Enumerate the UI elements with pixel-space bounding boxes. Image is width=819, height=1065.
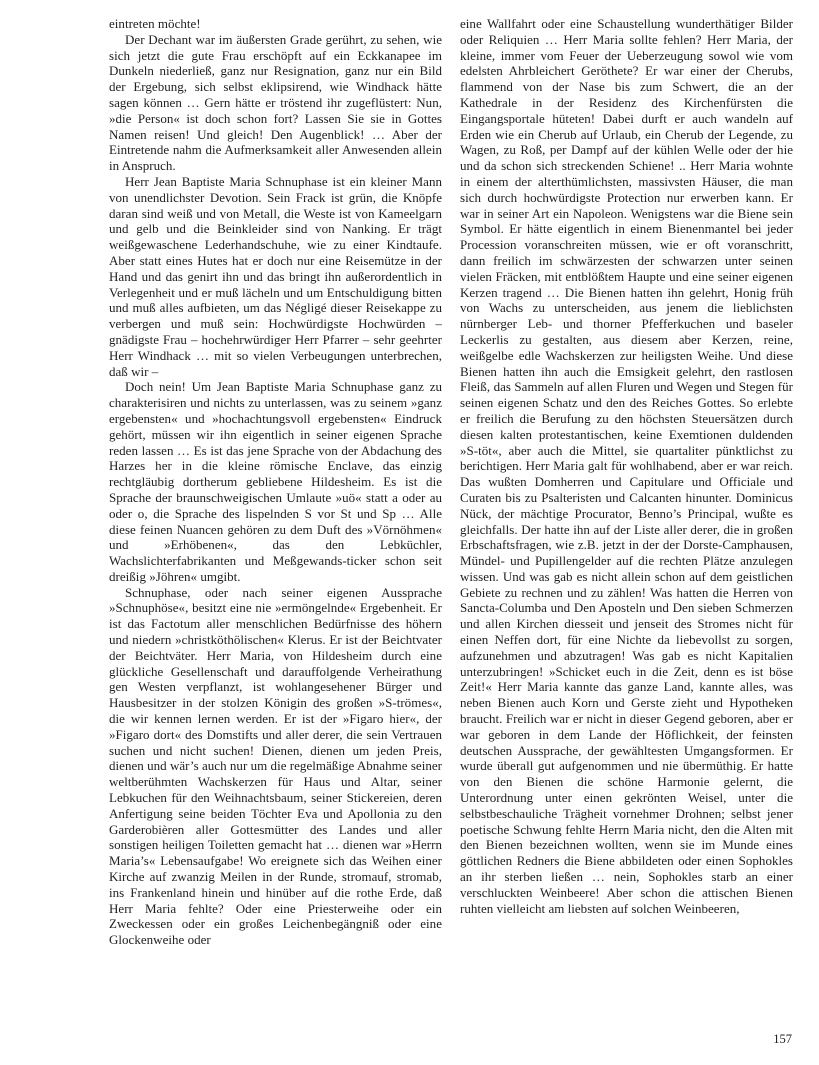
paragraph: Schnuphase, oder nach seiner eigenen Aussprache »Schnuphöse«, besitzt eine nie »ermöngelnde« Ergebenheit. Er ist das Factotum aller menschlichen Bedürfnisse des höhern und niedern »christköthölischen« Klerus. Er ist der Beichtvater der Beichtväter. Herr Maria, von Hildesheim durch eine glückliche Gesellenschaft und darauffolgende Verheirathung gen Westen verpflanzt, ist wohlangesehener Bürger und Hausbesitzer in der stolzen Königin des großen »S-trömes«, die wir kennen lernen werden. Er ist der »Figaro hier«, der »Figaro dort« des Domstifts und aller derer, die sein Vertrauen suchen und nicht suchen! Dienen, dienen um jeden Preis, dienen und wär’s auch nur um die regelmäßige Abnahme seiner weltberühmten Wachskerzen für Haus und Altar, seiner Lebkuchen für den Weihnachtsbaum, seiner Stickereien, deren Anfertigung seine beiden Töchter Eva und Apollonia zu den Garderobièren aller Gottesmütter des Landes und aller sonstigen heiligen Toiletten gemacht hat … dienen war »Herrn Maria’s« Lebensaufgabe! Wo ereignete sich das Weihen einer Kirche auf zwanzig Meilen in der Runde, stromauf, stromab, ins Frankenland hinein und hinüber auf die rothe Erde, daß Herr Maria fehlte? Oder eine Priesterweihe oder ein Zweckessen oder ein großes Leichenbegängniß oder eine Glockenweihe oder <box>109 584 442 948</box>
paragraph: eintreten möchte! <box>109 16 201 31</box>
paragraph: eine Wallfahrt oder eine Schaustellung wunderthätiger Bilder oder Reliquien … Herr Maria sollte fehlen? Herr Maria, der kleine, immer vom Feuer der Ueberzeugung sowol wie vom edelsten Ahrbleichert Geröthete? Er war einer der Cherubs, flammend von der Nase bis zum Schwert, die an der Kathedrale in der Residenz des Kirchenfürsten die Eingangsportale hüteten! Dabei durft er auch wandeln auf Erden wie ein Cherub auf Urlaub, ein Cherub der Legende, zu Wagen, zu Roß, per Dampf auf der kühlen Welle oder der hie und da schon sich streckenden Schiene! .. Herr Maria wohnte in einem der alterthümlichsten, massivsten Häuser, die man sich durch hochwürdigste Protection nur erwerben kann. Er war in seiner Art ein Napoleon. Wenigstens war die Biene sein Symbol. Er hätte eigentlich in einem Bienenmantel bei jeder Procession voranschreiten müssen, wie er oft voranschritt, dann freilich im schwärzesten der schwarzen unter seinen vielen Fräcken, mit entblößtem Haupte und eine seiner eigenen Kerzen tragend … Die Bienen hatten ihn gelehrt, Honig früh von Wachs zu unterscheiden, aus jenem die lieblichsten nürnberger Leb- und thorner Pfefferkuchen und baseler Leckerlis zu gestalten, aus diesem aber Kerzen, reine, weißgelbe edle Wachskerzen zur heiligsten Weihe. Und diese Bienen hatten ihn auch die Emsigkeit gelehrt, den rastlosen Fleiß, das Sammeln auf allen Fluren und Wegen und Stegen für seinen eigenen Schatz und den des Reiches Gottes. So erlebte er freilich die Berufung zu den höchsten Steuersätzen durch diesen kalten protestantischen, keine Exemtionen duldenden »S-töt«, aber auch die Mittel, sie quartaliter pünktlichst zu berichtigen. Herr Maria galt für wohlhabend, aber er war reich. Das wußten Domherren und Capitulare und Officiale und Curaten bis zu Psalteristen und Calcanten hinunter. Dominicus Nück, der mächtige Procurator, Benno’s Principal, wußte es gleichfalls. Der hatte ihn auf der Liste aller derer, die in großen Erbschaftsfragen, wie z.B. jetzt in der der Dorste-Camphausen, Mündel- und Pupillengelder auf die rechten Plätze anzulegen wissen. Und was gab es nicht allein schon auf dem geistlichen Gebiete zu rechnen und zu zählen! Was hatten die Herren von Sancta-Columba und Den Aposteln und Den sieben Schmerzen und allen Kirchen diesseit und jenseit des Stromes nicht für einen Neffen dort, für eine Nichte da liebevollst zu sorgen, aufzunehmen und abzutragen! Was gab es nicht Kapitalien unterzubringen! »Schicket euch in die Zeit, denn es ist böse Zeit!« Herr Maria kannte das ganze Land, kannte alles, was neben Bienen auch Korn und Gerste zieht und Hypotheken braucht. Freilich war er nicht in dieser Gegend geboren, aber er war geboren in dem Lande der Höflichkeit, der feinsten deutschen Aussprache, der gewähltesten Umgangsformen. Er wurde überall gut aufgenommen und nie übermüthig. Er hatte von den Bienen die schöne Harmonie gelernt, die Unterordnung unter einen gekrönten Weisel, unter die selbstbeschauliche Trägheit vornehmer Drohnen; selbst jener poetische Schwung fehlte Herrn Maria nicht, den die Alten mit den Bienen bezeichnen wollten, wenn sie im Munde eines göttlichen Redners die Biene abbildeten oder einen Sophokles an ihr sterben ließen … nein, Sophokles starb an einer verschluckten Weinbeere! Aber schon die attischen Bienen ruhten vielleicht am liebsten auf solchen Weinbeeren, <box>460 16 793 916</box>
paragraph: Der Dechant war im äußersten Grade gerührt, zu sehen, wie sich jetzt die gute Frau erschöpft auf ein Eckkanapee im Dunkeln niederließ, ganz nur Resignation, ganz nur ein Bild der Ergebung, sich selbst eklipsirend, wie Windhack hätte sagen können … Gern hätte er tröstend ihr zugeflüstert: Nun, »die Person« ist doch schon fort? Lassen Sie sie in Gottes Namen reisen! Und gleich! Den Augenblick! … Aber der Eintretende nahm die Aufmerksamkeit aller Anwesenden allein in Anspruch. <box>109 31 442 174</box>
paragraph: Herr Jean Baptiste Maria Schnuphase ist ein kleiner Mann von unendlichster Devotion. Sein Frack ist grün, die Knöpfe daran sind weiß und von Metall, die Weste ist von Kameelgarn und gelb und die Beinkleider sind von Nanking. Er trägt weißgewaschene Lederhandschuhe, wie zu einer Kindtaufe. Aber statt eines Hutes hat er doch nur eine Reisemütze in der Hand und das genirt ihn und das bringt ihn außerordentlich in Verlegenheit und er muß lächeln und um Entschuldigung bitten und muß alles aufbieten, um das Négligé dieser Reisekappe zu verbergen und muß sein: Hochwürdigste Hochwürden – gnädigste Frau – hochehrwürdiger Herr Pfarrer – sehr geehrter Herr Windhack … mit so vielen Verbeugungen unterbrechen, daß wir – <box>109 173 442 379</box>
paragraph: Doch nein! Um Jean Baptiste Maria Schnuphase ganz zu charakterisiren und nichts zu unterlassen, was zu seinem »ganz ergebensten« und »hochachtungsvoll ergebensten« Eindruck gehört, müssen wir ihn eigentlich in seiner eigenen Sprache reden lassen … Es ist das jene Sprache von der Abdachung des Harzes her in die kleine römische Enclave, das einzig rechtgläubig dortherum gebliebene Hildesheim. Es ist die Sprache der braunschweigischen Umlaute »uö« statt a oder au oder o, die Sprache des lispelnden S vor St und Sp … Alle diese feinen Nuancen gehören zu dem Duft des »Vörnöhmen« und »Erhöbenen«, das den Lebküchler, Wachslichterfabrikanten und Meßgewands-ticker schon seit dreißig »Jöhren« umgibt. <box>109 379 442 584</box>
page-number: 157 <box>773 1032 792 1046</box>
text-columns <box>109 16 793 948</box>
right-column <box>460 16 793 948</box>
left-column <box>109 16 442 948</box>
